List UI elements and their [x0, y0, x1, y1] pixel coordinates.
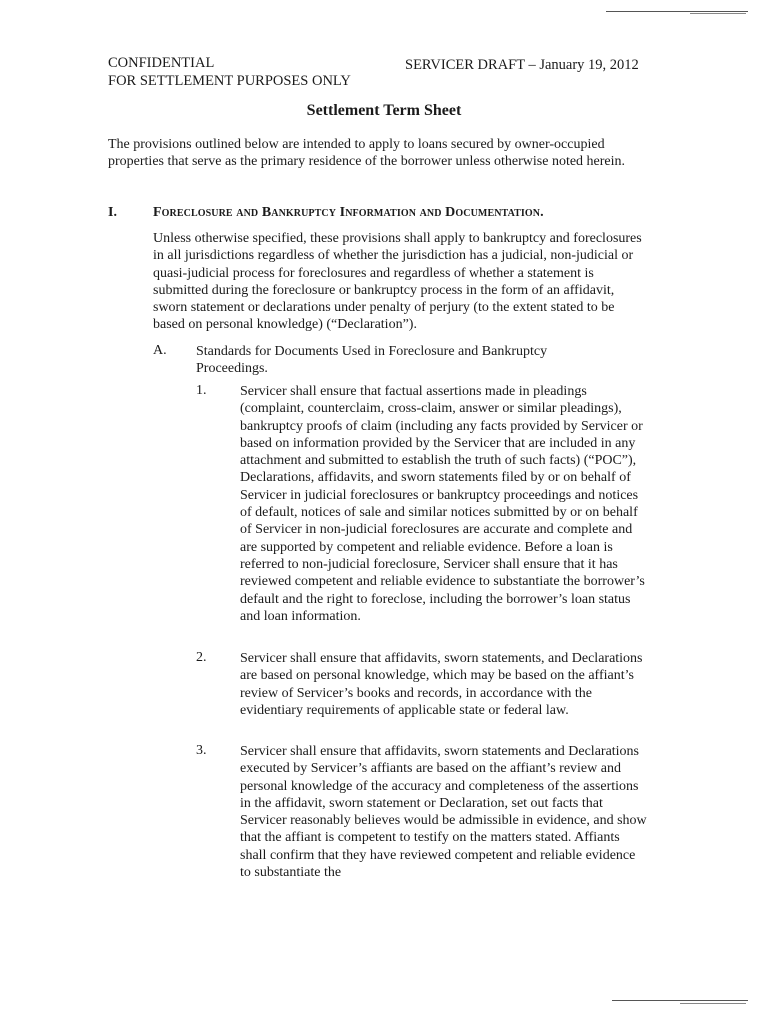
subsection-label: A. — [153, 343, 167, 358]
section-body-paragraph: Unless otherwise specified, these provisions shall apply to bankruptcy and foreclosures in all jurisdictions regardless of whether the jurisdiction has a judicial, non-judicial or quasi-judicial process for foreclosures and regardless of whether a statement is submitted during the foreclosure or bankruptcy process in the form of an affidavit, sworn statement or declarations under penalty of perjury (to the extent stated to be based on personal knowledge) (“Declaration”). — [153, 231, 642, 333]
list-item-text: Servicer shall ensure that affidavits, sworn statements, and Declarations are based on personal knowledge, which may be based on the affiant’s review of Servicer’s books and records, in accordance with the evidentiary requirements of applicable state or federal law. — [240, 651, 643, 718]
section-number: I. — [108, 205, 117, 220]
document-title: Settlement Term Sheet — [306, 102, 462, 119]
scan-artifact-top-secondary — [690, 13, 746, 14]
list-item-number: 1. — [196, 383, 207, 398]
list-item-number: 3. — [196, 743, 207, 758]
scan-artifact-bottom-secondary — [680, 1003, 746, 1004]
confidential-label: CONFIDENTIAL — [108, 55, 215, 71]
scan-artifact-top — [606, 11, 748, 12]
list-item-number: 2. — [196, 650, 207, 665]
intro-paragraph: The provisions outlined below are intended to apply to loans secured by owner-occupied properties that serve as the primary residence of the borrower unless otherwise noted herein. — [108, 137, 626, 170]
list-item-text: Servicer shall ensure that factual assertions made in pleadings (complaint, counterclaim, cross-claim, answer or similar pleadings), bankruptcy proofs of claim (including any facts provided by Servicer or based on information provided by the Servicer that are included in any attachment and submitted to establish the truth of such facts) (“POC”), Declarations, affidavits, and sworn statements filed by or on behalf of Servicer in judicial foreclosures or bankruptcy proceedings and notices of default, notices of sale and similar notices submitted by or on behalf of Servicer in non-judicial foreclosures are accurate and complete and are supported by competent and reliable evidence. Before a loan is referred to non-judicial foreclosure, Servicer shall ensure that it has reviewed competent and reliable evidence to substantiate the borrower’s default and the right to foreclose, including the borrower’s loan status and loan information. — [240, 384, 645, 624]
section-heading: Foreclosure and Bankruptcy Information and Documentation. — [153, 205, 544, 220]
subsection-title: Standards for Documents Used in Foreclosure and Bankruptcy Proceedings. — [196, 344, 548, 377]
list-item-text: Servicer shall ensure that affidavits, sworn statements and Declarations executed by Servicer’s affiants are based on the affiant’s review and personal knowledge of the accuracy and completeness of the assertions in the affidavit, sworn statement or Declaration, set out facts that Servicer reasonably believes would be admissible in evidence, and show that the affiant is competent to testify on the matters stated. Affiants shall confirm that they have reviewed competent and reliable evidence to substantiate the — [240, 744, 647, 881]
settlement-purposes-label: FOR SETTLEMENT PURPOSES ONLY — [108, 73, 351, 89]
scan-artifact-bottom — [612, 1000, 748, 1001]
servicer-draft-date: SERVICER DRAFT – January 19, 2012 — [405, 57, 639, 73]
confidential-header — [108, 54, 351, 90]
